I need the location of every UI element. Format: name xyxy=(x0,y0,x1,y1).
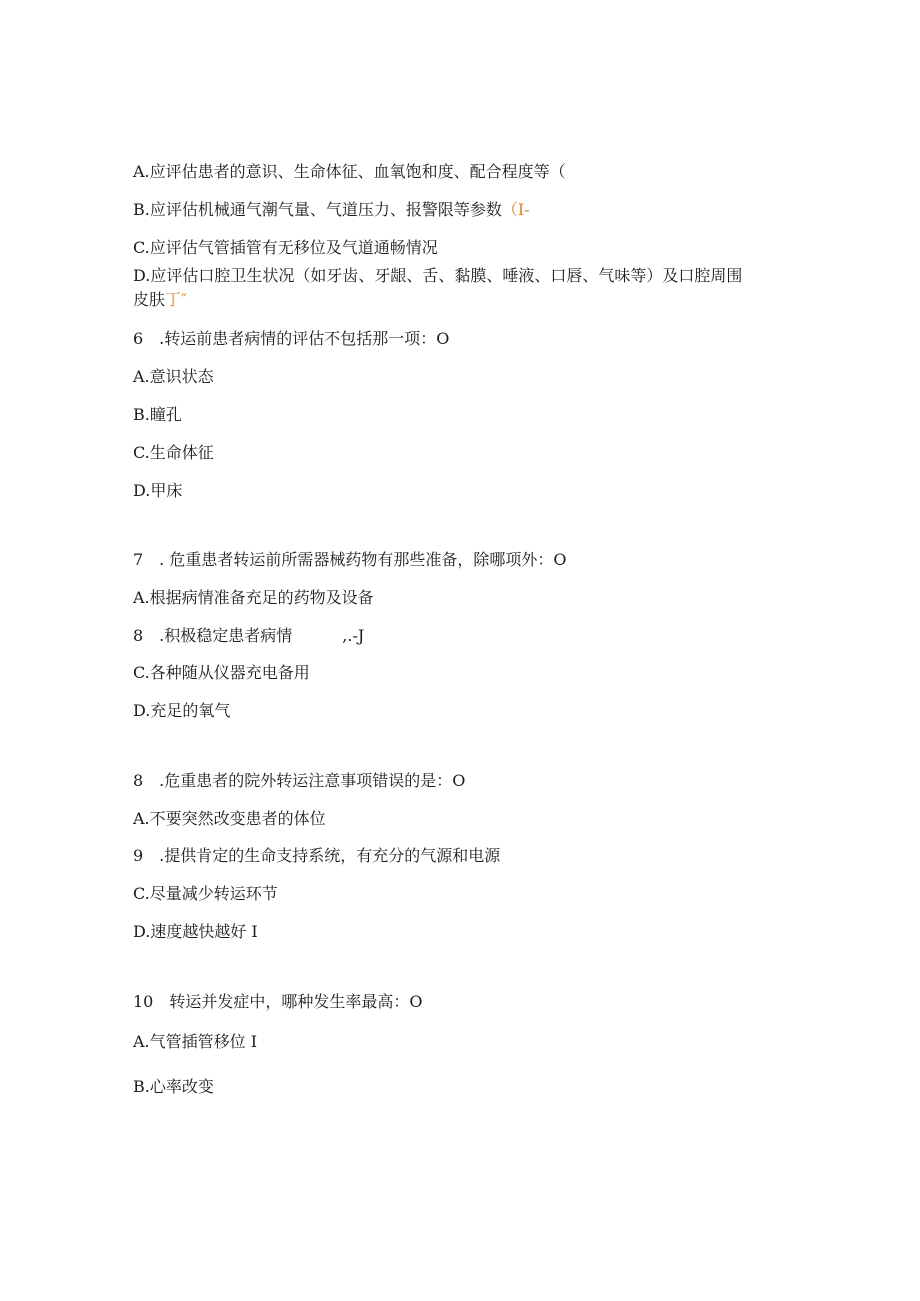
q10-option-a: A.气管插管移位 I xyxy=(133,1032,258,1051)
q5-option-d-line2 xyxy=(133,289,187,311)
q5-option-d-text: 皮肤 xyxy=(133,290,166,309)
q7-option-d: D.充足的氧气 xyxy=(133,701,231,720)
q7-stem: 7 . 危重患者转运前所需器械药物有那些准备，除哪项外：O xyxy=(133,550,567,569)
q7-option-a: A.根据病情准备充足的药物及设备 xyxy=(133,588,374,607)
q6-option-c: C.生命体征 xyxy=(133,443,214,462)
q8-stem: 8 .危重患者的院外转运注意事项错误的是：O xyxy=(133,771,466,790)
q6-option-d: D.甲床 xyxy=(133,481,183,500)
q6-stem: 6 .转运前患者病情的评估不包括那一项：O xyxy=(133,329,450,348)
q8-option-d: D.速度越快越好 I xyxy=(133,922,258,941)
q5-option-a: A.应评估患者的意识、生命体征、血氧饱和度、配合程度等（ xyxy=(133,162,566,181)
q7-option-b-mark: ,.-J xyxy=(342,626,365,645)
q10-stem: 10 转运并发症中，哪种发生率最高：O xyxy=(133,992,423,1011)
q5-option-b-text: B.应评估机械通气潮气量、气道压力、报警限等参数 xyxy=(133,200,502,219)
q7-option-b xyxy=(133,625,364,647)
q7-option-b-text: 8 .积极稳定患者病情 xyxy=(133,626,293,645)
q8-option-b: 9 .提供肯定的生命支持系统，有充分的气源和电源 xyxy=(133,846,501,865)
q5-option-b xyxy=(133,199,530,221)
q6-option-a: A.意识状态 xyxy=(133,367,214,386)
q7-option-c: C.各种随从仪器充电备用 xyxy=(133,663,310,682)
q8-option-c: C.尽量减少转运环节 xyxy=(133,884,278,903)
q5-option-b-mark: （I- xyxy=(501,200,530,219)
q8-option-a: A.不要突然改变患者的体位 xyxy=(133,809,326,828)
q6-option-b: B.瞳孔 xyxy=(133,405,182,424)
q5-option-d-line1: D.应评估口腔卫生状况（如牙齿、牙龈、舌、黏膜、唾液、口唇、气味等）及口腔周围 xyxy=(133,266,743,285)
q5-option-d-mark: 丁″ xyxy=(165,290,187,309)
q10-option-b: B.心率改变 xyxy=(133,1077,214,1096)
q5-option-c: C.应评估气管插管有无移位及气道通畅情况 xyxy=(133,238,438,257)
